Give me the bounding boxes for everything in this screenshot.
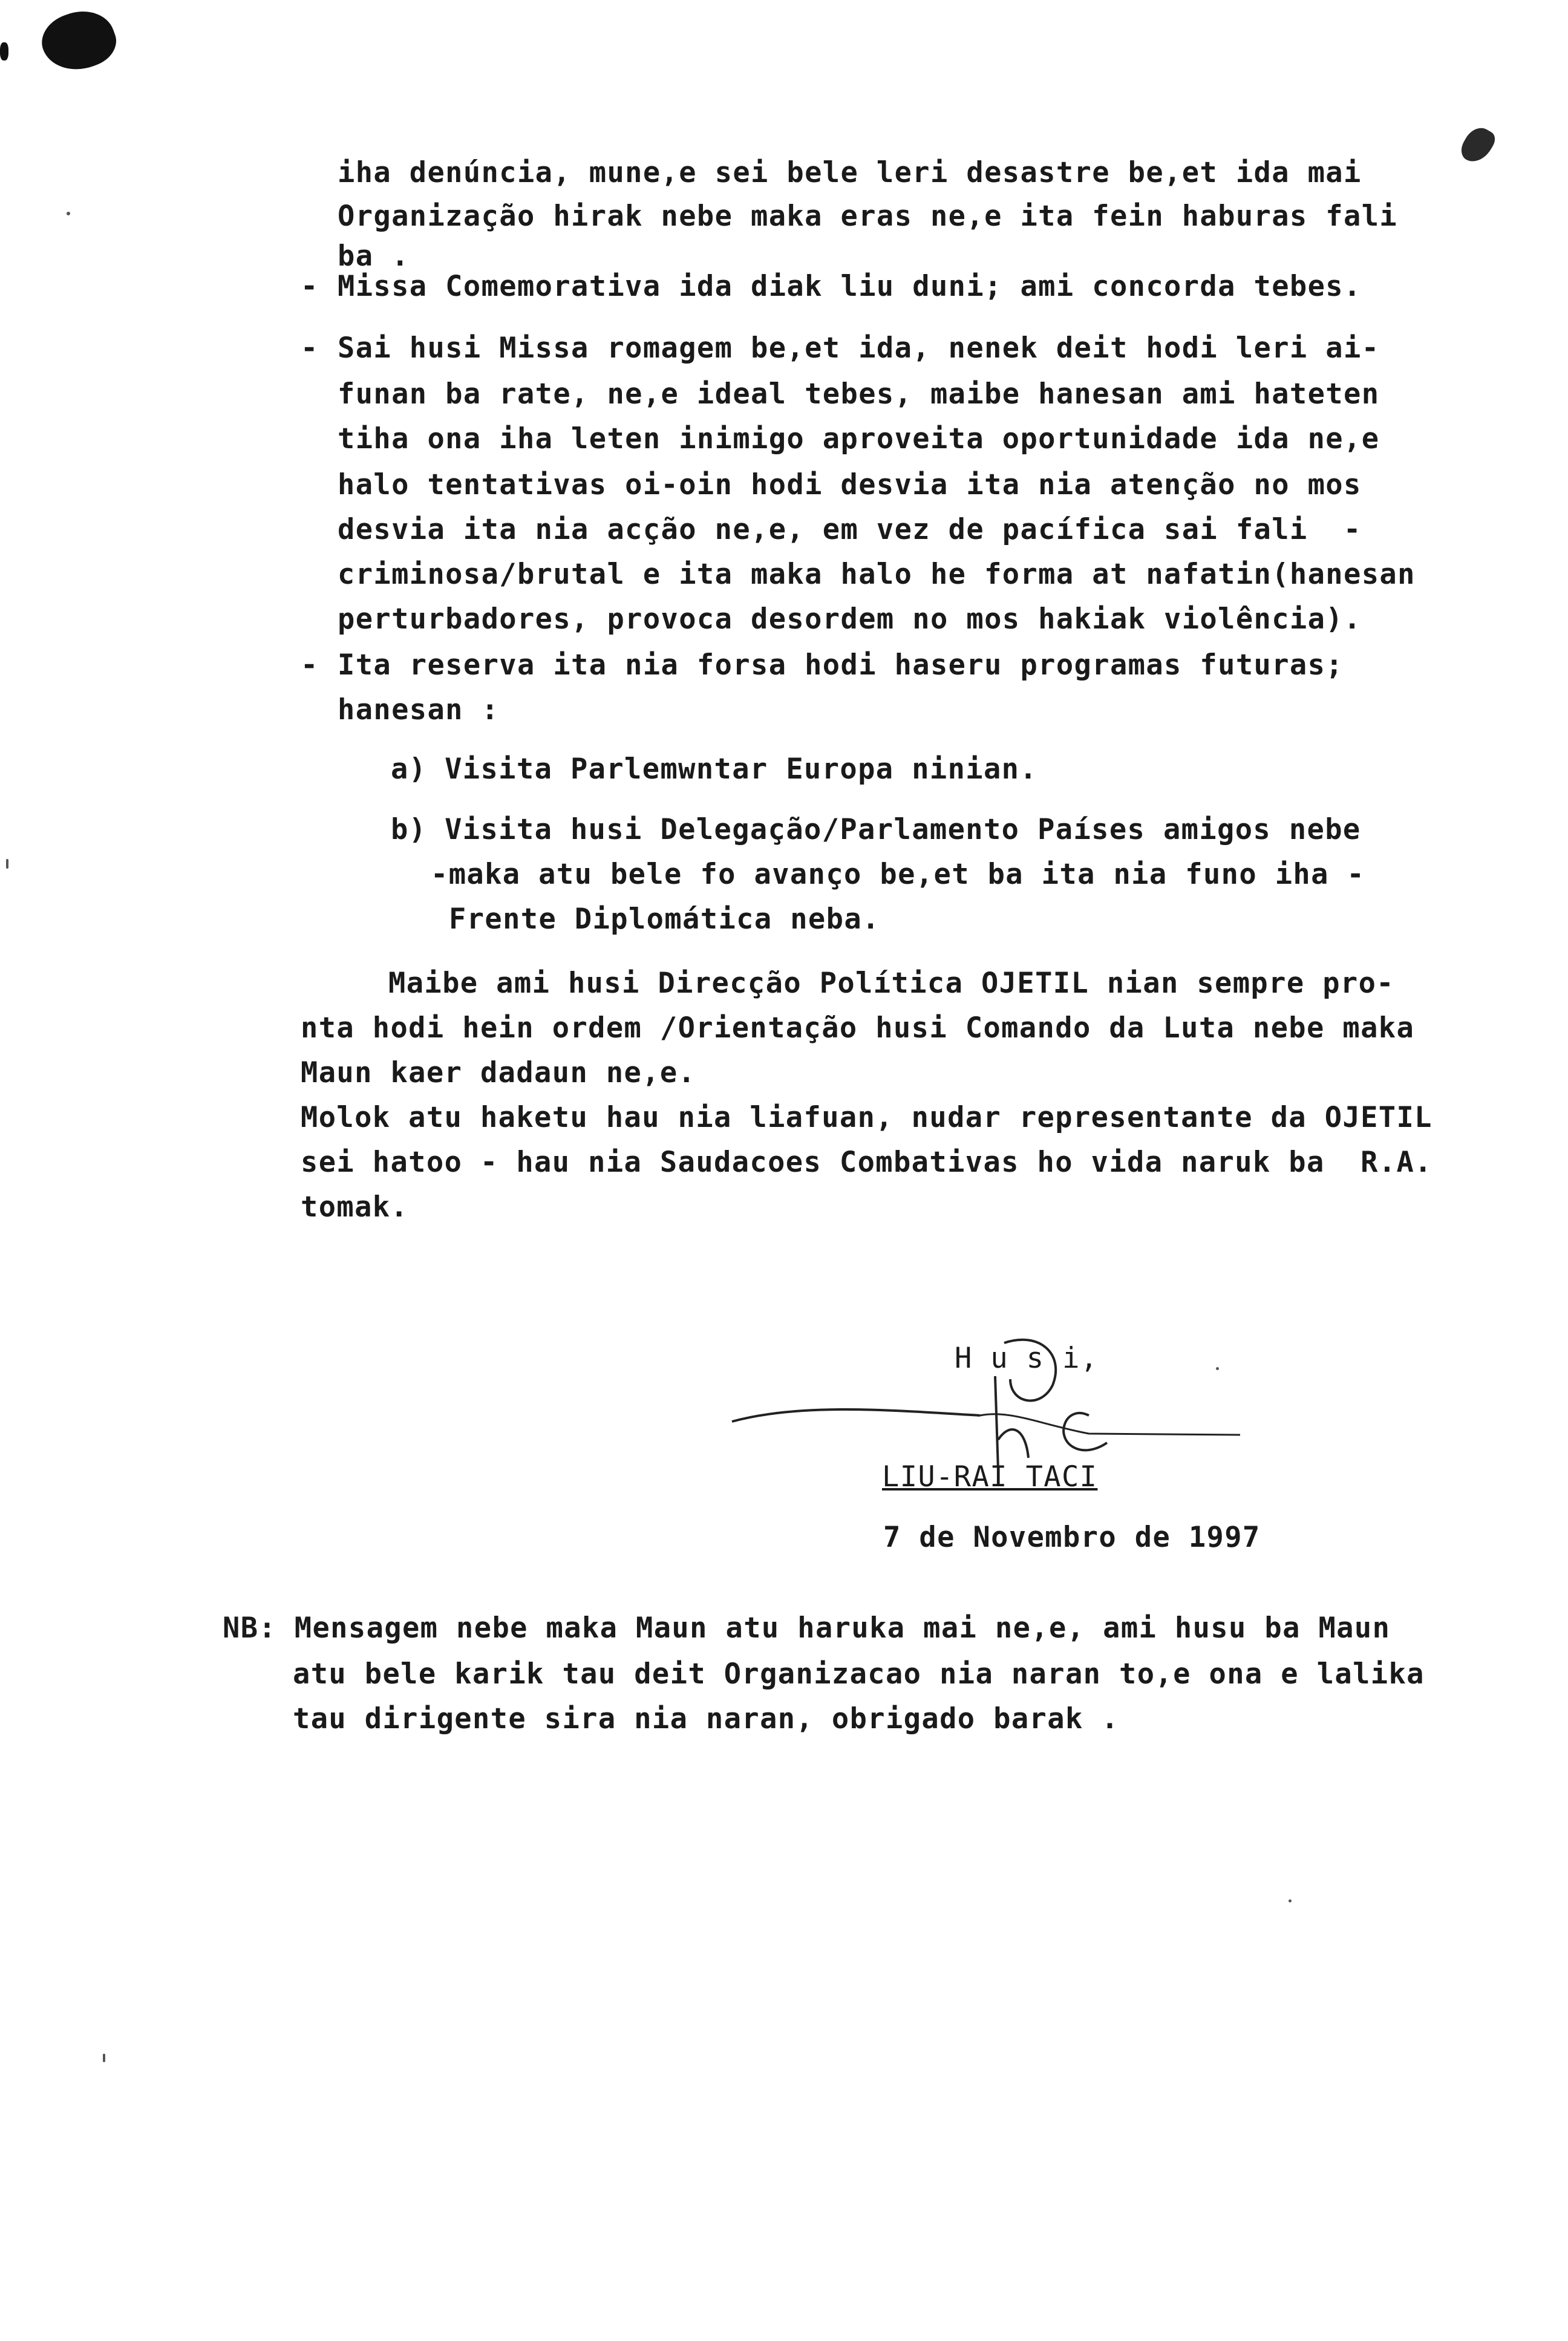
bullet-dash: -: [301, 331, 318, 365]
body-line: iha denúncia, mune,e sei bele leri desastre be,et ida mai: [338, 156, 1362, 189]
list-item-b: b) Visita husi Delegação/Parlamento Países amigos nebe: [391, 813, 1361, 846]
body-line: nta hodi hein ordem /Orientação husi Comando da Luta nebe maka: [301, 1011, 1415, 1045]
body-line: ba .: [338, 240, 410, 273]
body-line: tiha ona iha leten inimigo aproveita oportunidade ida ne,e: [338, 422, 1380, 455]
scan-speck: [103, 2054, 105, 2062]
body-line: Missa Comemorativa ida diak liu duni; ami concorda tebes.: [338, 270, 1362, 303]
body-line: Organização hirak nebe maka eras ne,e ita fein haburas fali: [338, 200, 1398, 233]
body-line: tomak.: [301, 1190, 409, 1224]
body-line: Maun kaer dadaun ne,e.: [301, 1056, 696, 1089]
ink-mark-top-right: [1457, 123, 1498, 168]
handwritten-signature: [726, 1319, 1246, 1476]
ink-blot-left-edge: [0, 42, 8, 60]
body-line: perturbadores, provoca desordem no mos hakiak violência).: [338, 602, 1362, 636]
body-line: desvia ita nia acção ne,e, em vez de pacífica sai fali -: [338, 513, 1362, 546]
list-item-a: a) Visita Parlemwntar Europa ninian.: [391, 753, 1038, 786]
ink-blot-top-left: [34, 1, 122, 80]
body-line: Frente Diplomática neba.: [449, 903, 880, 936]
body-line: -maka atu bele fo avanço be,et ba ita nia funo iha -: [431, 858, 1365, 891]
scan-speck: [67, 212, 70, 215]
scan-speck: [6, 859, 8, 869]
signature-closing: H u s i,: [955, 1342, 1099, 1375]
body-line: halo tentativas oi-oin hodi desvia ita nia atenção no mos: [338, 468, 1362, 501]
nb-note-line-2: atu bele karik tau deit Organizacao nia naran to,e ona e lalika: [293, 1657, 1425, 1691]
signature-name: LIU-RAI TACI: [882, 1460, 1098, 1494]
body-line: Molok atu haketu hau nia liafuan, nudar representante da OJETIL: [301, 1101, 1432, 1134]
signature-date: 7 de Novembro de 1997: [883, 1521, 1261, 1554]
nb-note-line-1: NB: Mensagem nebe maka Maun atu haruka mai ne,e, ami husu ba Maun: [223, 1611, 1391, 1645]
body-line: criminosa/brutal e ita maka halo he forma at nafatin(hanesan: [338, 558, 1416, 591]
scan-speck: [1289, 1899, 1292, 1902]
nb-note-line-3: tau dirigente sira nia naran, obrigado barak .: [293, 1702, 1120, 1735]
body-line: Maibe ami husi Direcção Política OJETIL nian sempre pro-: [388, 967, 1394, 1000]
body-line: Sai husi Missa romagem be,et ida, nenek deit hodi leri ai-: [338, 331, 1380, 365]
body-line: sei hatoo - hau nia Saudacoes Combativas ho vida naruk ba R.A.: [301, 1146, 1432, 1179]
body-line: Ita reserva ita nia forsa hodi haseru programas futuras;: [338, 648, 1344, 682]
body-line: funan ba rate, ne,e ideal tebes, maibe hanesan ami hateten: [338, 377, 1380, 411]
bullet-dash: -: [301, 270, 318, 303]
bullet-dash: -: [301, 648, 318, 682]
body-line: hanesan :: [338, 693, 500, 726]
